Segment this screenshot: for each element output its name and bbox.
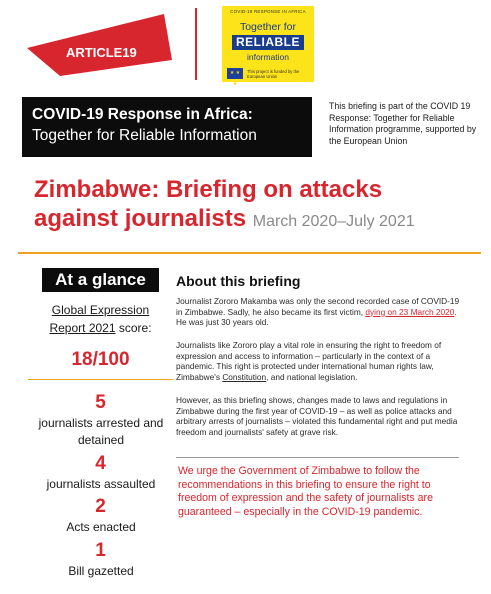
glance-divider xyxy=(28,379,173,380)
logo-divider xyxy=(195,8,197,80)
eu-funding-text: This project is funded by the European Union xyxy=(247,69,300,79)
p1-text-end: . He was just 30 years old. xyxy=(176,306,457,328)
reliable-information-logo xyxy=(222,6,314,87)
title-divider xyxy=(18,252,481,254)
programme-note: This briefing is part of the COVID 19 Response: Together for Reliable Information programme, supported by the European Union xyxy=(329,101,477,146)
about-paragraph-2 xyxy=(176,340,464,382)
banner-subtitle: Together for Reliable Information xyxy=(32,127,257,144)
stat-number-arrested: 5 xyxy=(95,392,106,413)
title-line-1: Zimbabwe: Briefing on attacks xyxy=(34,176,383,203)
programme-banner xyxy=(22,97,312,157)
stat-label-arrested: journalists arrested and detained xyxy=(38,416,164,447)
title-line-2 xyxy=(34,204,474,236)
logo-together-text: Together for xyxy=(239,21,297,33)
global-expression-report-label xyxy=(30,301,171,337)
recommendation-callout: We urge the Government of Zimbabwe to follow the recommendations in this briefing to ensure the right to freedom of expression and the safety of journalists are guaranteed – especially in the COVID-19 pandemic. xyxy=(178,465,433,518)
stat-number-assaulted: 4 xyxy=(95,453,106,474)
banner-title: COVID-19 Response in Africa: xyxy=(32,106,253,123)
article19-wordmark: ARTICLE19 xyxy=(66,45,137,60)
stat-number-acts: 2 xyxy=(95,496,106,517)
ger-line-2 xyxy=(30,319,171,337)
about-paragraph-3: However, as this briefing shows, changes made to laws and regulations in Zimbabwe during the first year of COVID-19 – as well as police attacks and arbitrary arrests of journalists – violated this fundamental right and put media freedom and journalists' safety at grave risk. xyxy=(176,395,458,437)
stat-label-assaulted: journalists assaulted xyxy=(46,477,156,491)
stat-label-bill: Bill gazetted xyxy=(68,564,134,578)
logo-top-text: COVID-19 RESPONSE IN AFRICA xyxy=(230,9,306,14)
constitution-link[interactable]: Constitution xyxy=(222,371,267,382)
p1-text: Journalist Zororo Makamba was only the second recorded case of COVID-19 in Zimbabwe. Sadly, he also became its first victim, xyxy=(176,296,460,317)
logo-information-text: information xyxy=(246,52,290,62)
ger-report-link[interactable]: Report 2021 xyxy=(49,321,116,335)
dying-on-link[interactable]: dying on 23 March 2020 xyxy=(365,306,455,317)
article19-shape-icon xyxy=(22,8,182,82)
p2-text-end: , and national legislation. xyxy=(266,371,358,382)
logo-reliable-text: RELIABLE xyxy=(232,35,304,50)
expression-score: 18/100 xyxy=(71,349,130,370)
stat-label-acts: Acts enacted xyxy=(66,520,136,534)
page-title xyxy=(34,175,474,236)
stat-number-bill: 1 xyxy=(95,540,106,561)
about-heading: About this briefing xyxy=(176,273,301,289)
p2-text: Journalists like Zororo play a vital role in ensuring the right to freedom of expression and access to information – particularly in the context of a pandemic. This right is protected under international human rights law, Zimbabwe's xyxy=(176,340,442,382)
title-line-2-text: against journalists xyxy=(34,205,247,232)
ger-line-1[interactable]: Global Expression xyxy=(51,303,150,317)
ger-score-suffix: score: xyxy=(115,321,152,335)
eu-flag-icon: ★ ★ ★ xyxy=(227,68,243,79)
at-a-glance-heading: At a glance xyxy=(42,268,159,292)
about-paragraph-1 xyxy=(176,296,464,328)
about-divider xyxy=(176,457,459,458)
article19-logo xyxy=(22,8,182,82)
title-dates: March 2020–July 2021 xyxy=(252,213,415,230)
